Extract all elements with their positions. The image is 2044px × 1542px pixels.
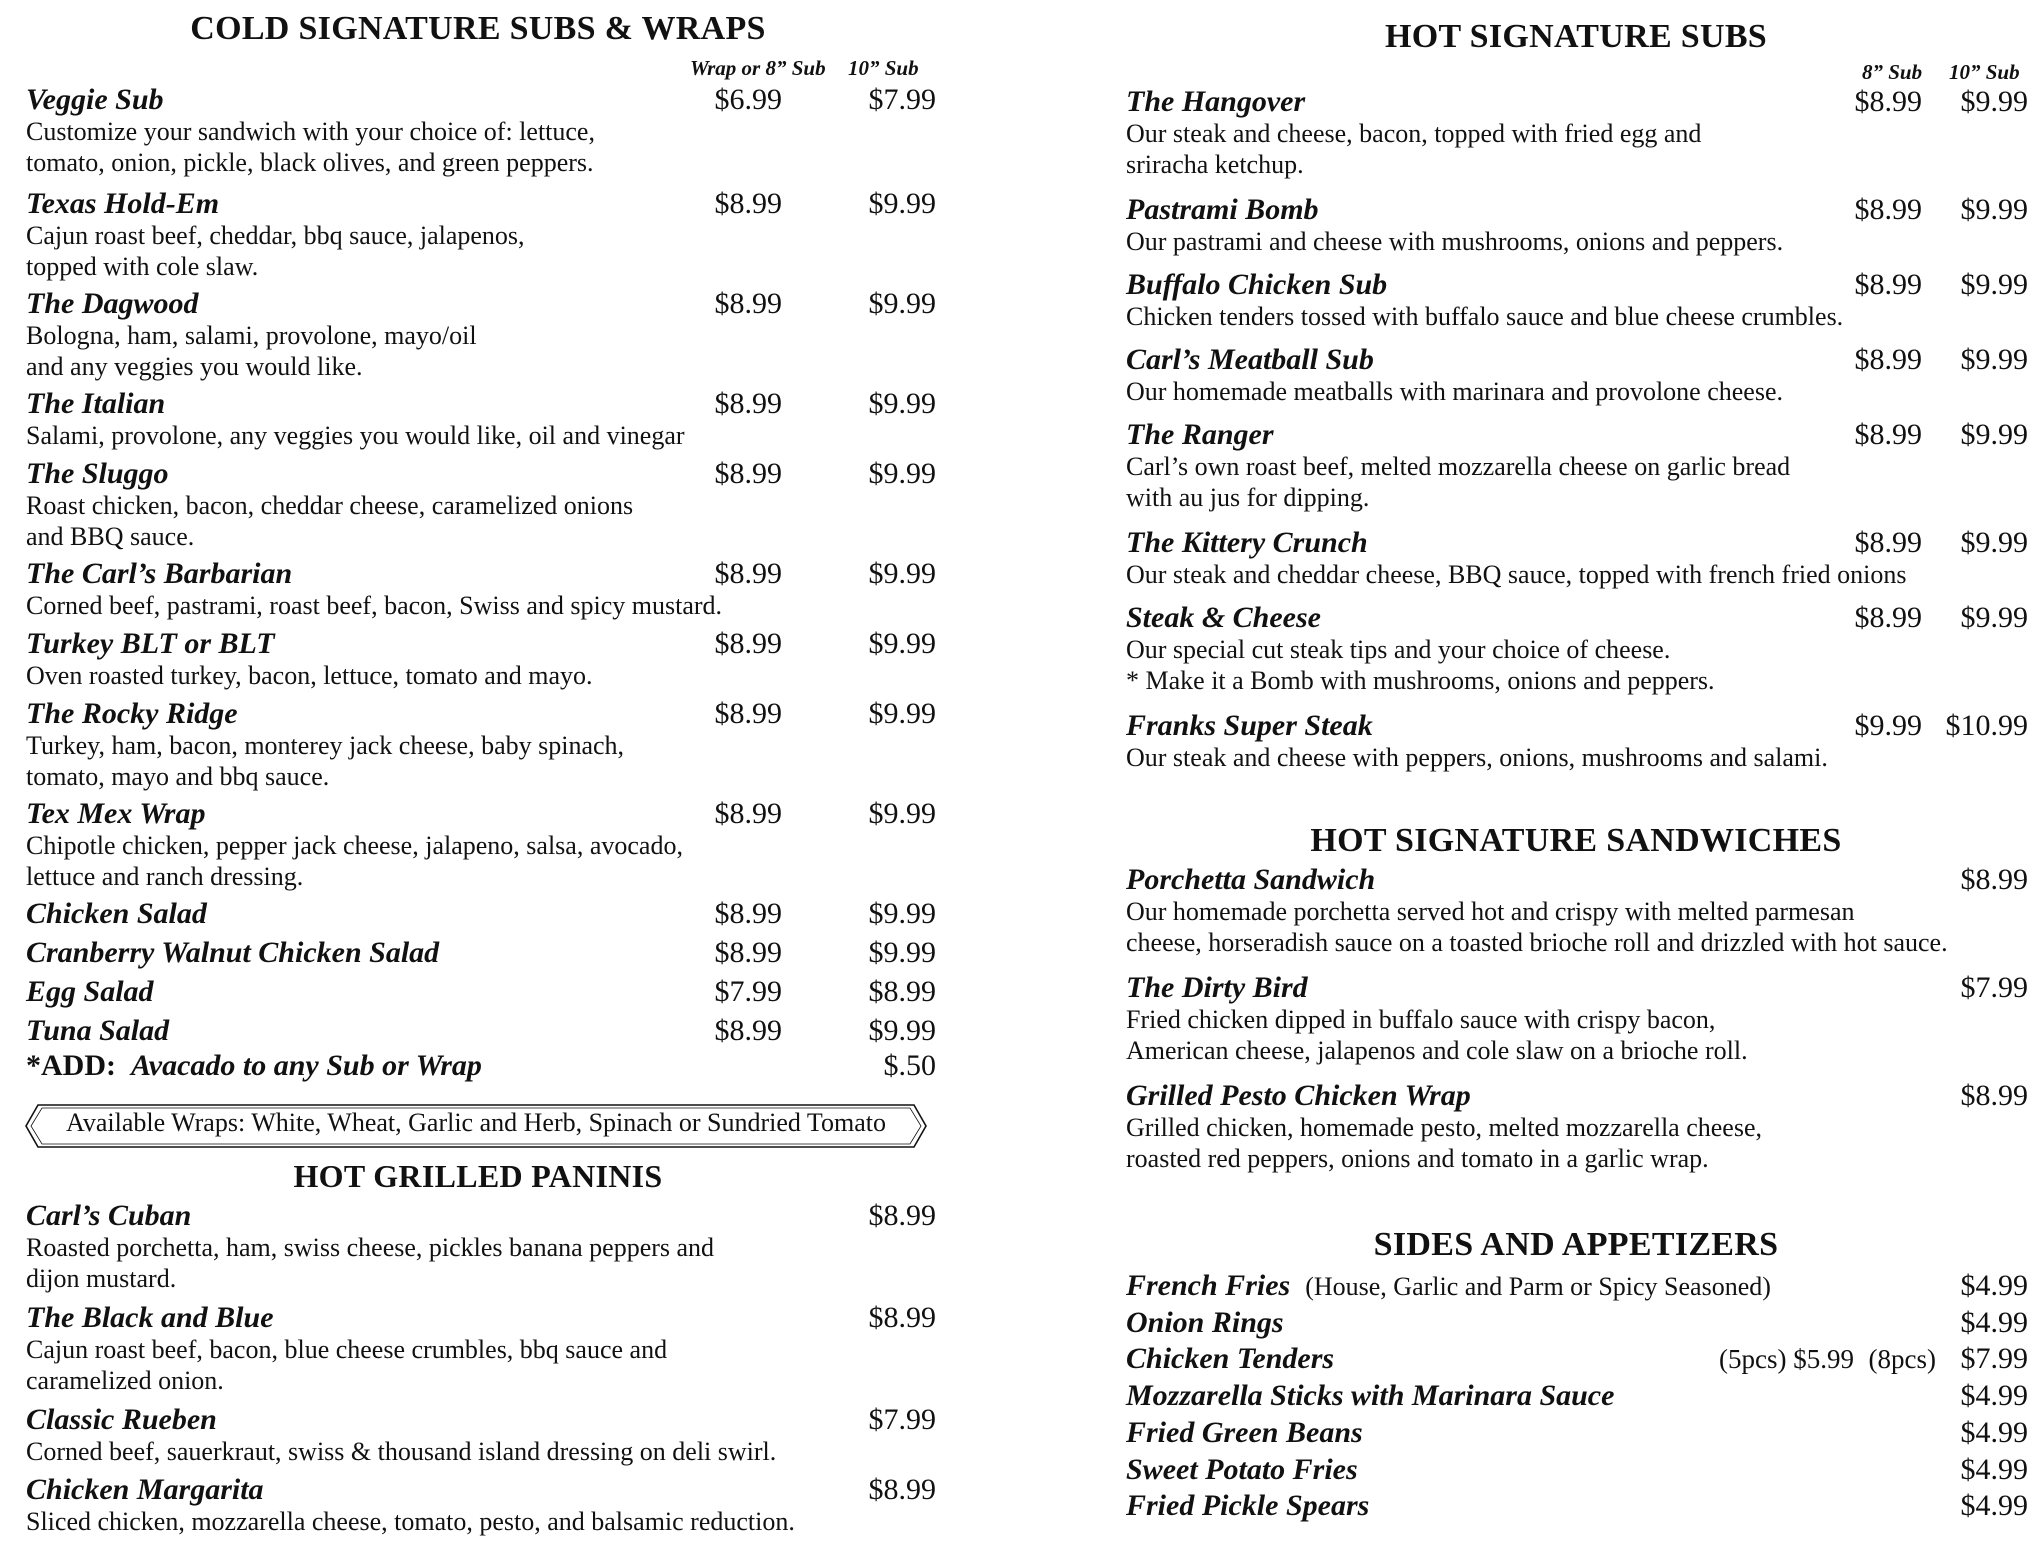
item-name: The Kittery Crunch bbox=[1126, 526, 1368, 559]
item-price-small: $8.99 bbox=[714, 1014, 782, 1047]
description-line: Roasted porchetta, ham, swiss cheese, pickles banana peppers and bbox=[26, 1233, 715, 1262]
side-extra-note: (House, Garlic and Parm or Spicy Seasoned) bbox=[1305, 1272, 1771, 1301]
item-price-small: $6.99 bbox=[714, 83, 782, 116]
item-price-large: $9.99 bbox=[868, 627, 936, 660]
item-price-large: $9.99 bbox=[1960, 601, 2028, 634]
item-name: Buffalo Chicken Sub bbox=[1126, 268, 1388, 301]
item-price-small: $8.99 bbox=[714, 457, 782, 490]
item-price-large: $9.99 bbox=[868, 287, 936, 320]
menu-item bbox=[1126, 342, 2026, 412]
description-line: Our steak and cheddar cheese, BBQ sauce, topped with french fried onions bbox=[1126, 560, 1907, 589]
item-price-small: $8.99 bbox=[714, 797, 782, 830]
item-name: Tex Mex Wrap bbox=[26, 797, 206, 830]
hot-subs-col1-header: 8” Sub bbox=[1862, 60, 1923, 84]
item-price-small: $8.99 bbox=[714, 897, 782, 930]
menu-item bbox=[1126, 970, 2026, 1070]
item-name: The Dirty Bird bbox=[1126, 971, 1308, 1004]
item-description bbox=[26, 116, 595, 178]
menu-item bbox=[1126, 1078, 2026, 1178]
item-price: $7.99 bbox=[1960, 971, 2028, 1004]
description-line: Corned beef, pastrami, roast beef, bacon, Swiss and spicy mustard. bbox=[26, 591, 723, 620]
item-name: Turkey BLT or BLT bbox=[26, 627, 275, 660]
item-price-large: $9.99 bbox=[868, 697, 936, 730]
description-line: and BBQ sauce. bbox=[26, 522, 195, 551]
side-item bbox=[1126, 1452, 2026, 1488]
item-price-large: $9.99 bbox=[1960, 268, 2028, 301]
description-line: Our homemade porchetta served hot and crispy with melted parmesan bbox=[1126, 897, 1855, 926]
item-price-small: $8.99 bbox=[714, 697, 782, 730]
description-line: Bologna, ham, salami, provolone, mayo/oil bbox=[26, 321, 477, 350]
cold-subs-col2-header: 10” Sub bbox=[848, 56, 919, 80]
description-line: Chicken tenders tossed with buffalo sauce and blue cheese crumbles. bbox=[1126, 302, 1844, 331]
paninis-title: HOT GRILLED PANINIS bbox=[293, 1158, 663, 1194]
item-description bbox=[26, 830, 683, 892]
menu-item bbox=[1126, 862, 2026, 962]
side-name bbox=[1126, 1268, 1771, 1305]
description-line: American cheese, jalapenos and cole slaw on a brioche roll. bbox=[1126, 1036, 1748, 1065]
item-description bbox=[26, 1506, 795, 1537]
menu-item bbox=[26, 1472, 936, 1542]
item-price-large: $9.99 bbox=[1960, 193, 2028, 226]
menu-item bbox=[26, 1013, 936, 1049]
cold-subs-col1-header: Wrap or 8” Sub bbox=[690, 56, 826, 80]
cold-subs-title: COLD SIGNATURE SUBS & WRAPS bbox=[190, 10, 766, 47]
item-description bbox=[26, 660, 593, 691]
item-name: Classic Rueben bbox=[26, 1403, 217, 1436]
item-price-small: $8.99 bbox=[1854, 601, 1922, 634]
item-description bbox=[26, 320, 477, 382]
item-name: Franks Super Steak bbox=[1126, 709, 1373, 742]
hot-sandwiches-title: HOT SIGNATURE SANDWICHES bbox=[1310, 822, 1842, 859]
item-name: Grilled Pesto Chicken Wrap bbox=[1126, 1079, 1471, 1112]
item-price-large: $9.99 bbox=[868, 797, 936, 830]
side-price: $4.99 bbox=[1960, 1305, 2028, 1339]
item-price-large: $10.99 bbox=[1945, 709, 2028, 742]
item-name: The Dagwood bbox=[26, 287, 199, 320]
addon-label bbox=[26, 1048, 482, 1084]
item-description bbox=[1126, 559, 1906, 590]
side-name-text: Onion Rings bbox=[1126, 1305, 1284, 1339]
item-price-small: $8.99 bbox=[714, 387, 782, 420]
addon-prefix: *ADD: bbox=[26, 1049, 116, 1082]
side-price: $4.99 bbox=[1960, 1415, 2028, 1449]
side-name-text: Fried Green Beans bbox=[1126, 1415, 1363, 1449]
item-description bbox=[1126, 634, 1715, 696]
menu-item bbox=[26, 796, 936, 896]
item-description bbox=[26, 590, 722, 621]
description-line: Salami, provolone, any veggies you would like, oil and vinegar bbox=[26, 421, 685, 450]
item-price-small: $8.99 bbox=[1854, 193, 1922, 226]
item-price-large: $7.99 bbox=[868, 83, 936, 116]
item-price: $8.99 bbox=[868, 1301, 936, 1334]
item-name: The Rocky Ridge bbox=[26, 697, 238, 730]
sides-title: SIDES AND APPETIZERS bbox=[1373, 1226, 1779, 1263]
menu-item bbox=[26, 896, 936, 932]
item-name: Egg Salad bbox=[26, 975, 154, 1008]
item-price-large: $9.99 bbox=[868, 1014, 936, 1047]
item-price: $8.99 bbox=[1960, 863, 2028, 896]
side-item bbox=[1126, 1378, 2026, 1414]
menu-item bbox=[26, 82, 936, 182]
item-name: The Ranger bbox=[1126, 418, 1274, 451]
item-name: Veggie Sub bbox=[26, 83, 164, 116]
item-name: Chicken Margarita bbox=[26, 1473, 264, 1506]
item-name: Pastrami Bomb bbox=[1126, 193, 1319, 226]
item-price-small: $8.99 bbox=[1854, 343, 1922, 376]
description-line: Corned beef, sauerkraut, swiss & thousand island dressing on deli swirl. bbox=[26, 1437, 777, 1466]
wraps-note-text: Available Wraps: White, Wheat, Garlic and Herb, Spinach or Sundried Tomato bbox=[65, 1108, 886, 1137]
description-line: Grilled chicken, homemade pesto, melted mozzarella cheese, bbox=[1126, 1113, 1762, 1142]
side-price: $4.99 bbox=[1960, 1379, 2028, 1413]
menu-item bbox=[26, 556, 936, 626]
menu-item bbox=[26, 1402, 936, 1472]
item-price-small: $8.99 bbox=[1854, 418, 1922, 451]
item-price-small: $8.99 bbox=[714, 557, 782, 590]
description-line: sriracha ketchup. bbox=[1126, 150, 1304, 179]
item-price-large: $9.99 bbox=[868, 457, 936, 490]
description-line: tomato, mayo and bbq sauce. bbox=[26, 762, 330, 791]
menu-item bbox=[26, 386, 936, 456]
menu-item bbox=[26, 626, 936, 696]
side-price: $4.99 bbox=[1960, 1489, 2028, 1523]
side-name-text: Mozzarella Sticks with Marinara Sauce bbox=[1126, 1379, 1615, 1413]
menu-item bbox=[1126, 600, 2026, 700]
hot-subs-col2-header: 10” Sub bbox=[1949, 60, 2020, 84]
description-line: with au jus for dipping. bbox=[1126, 483, 1370, 512]
side-item bbox=[1126, 1341, 2026, 1377]
menu-item bbox=[26, 186, 936, 286]
description-line: Our pastrami and cheese with mushrooms, onions and peppers. bbox=[1126, 227, 1784, 256]
item-description bbox=[1126, 376, 1783, 407]
item-price: $8.99 bbox=[868, 1199, 936, 1232]
side-name bbox=[1126, 1415, 1363, 1451]
description-line: Sliced chicken, mozzarella cheese, tomato, pesto, and balsamic reduction. bbox=[26, 1507, 795, 1536]
item-price-small: $8.99 bbox=[1854, 85, 1922, 118]
item-price-small: $8.99 bbox=[714, 187, 782, 220]
item-price: $8.99 bbox=[868, 1473, 936, 1506]
menu-item bbox=[1126, 708, 2026, 778]
item-description bbox=[26, 1436, 776, 1467]
item-price-large: $9.99 bbox=[1960, 85, 2028, 118]
item-price-small: $8.99 bbox=[1854, 526, 1922, 559]
description-line: lettuce and ranch dressing. bbox=[26, 862, 304, 891]
description-line: Carl’s own roast beef, melted mozzarella cheese on garlic bread bbox=[1126, 452, 1791, 481]
item-price-large: $8.99 bbox=[868, 975, 936, 1008]
wraps-note-box bbox=[24, 1103, 928, 1149]
side-item bbox=[1126, 1268, 2026, 1304]
menu-item bbox=[1126, 267, 2026, 337]
item-description bbox=[26, 730, 624, 792]
description-line: Roast chicken, bacon, cheddar cheese, caramelized onions bbox=[26, 491, 634, 520]
addon-price: $.50 bbox=[883, 1049, 936, 1082]
item-description bbox=[1126, 742, 1828, 773]
description-line: topped with cole slaw. bbox=[26, 252, 259, 281]
item-price-large: $9.99 bbox=[1960, 418, 2028, 451]
item-price-large: $9.99 bbox=[868, 557, 936, 590]
item-price-large: $9.99 bbox=[868, 936, 936, 969]
description-line: Our steak and cheese with peppers, onions, mushrooms and salami. bbox=[1126, 743, 1828, 772]
description-line: Our special cut steak tips and your choice of cheese. bbox=[1126, 635, 1671, 664]
menu-item bbox=[26, 974, 936, 1010]
item-price: $7.99 bbox=[868, 1403, 936, 1436]
item-price-large: $9.99 bbox=[1960, 526, 2028, 559]
description-line: Oven roasted turkey, bacon, lettuce, tomato and mayo. bbox=[26, 661, 593, 690]
item-price-small: $8.99 bbox=[714, 936, 782, 969]
item-description bbox=[26, 420, 685, 451]
side-name-text: French Fries bbox=[1126, 1269, 1291, 1302]
item-name: The Sluggo bbox=[26, 457, 169, 490]
description-line: Turkey, ham, bacon, monterey jack cheese, baby spinach, bbox=[26, 731, 625, 760]
item-name: The Black and Blue bbox=[26, 1301, 274, 1334]
description-line: tomato, onion, pickle, black olives, and green peppers. bbox=[26, 148, 594, 177]
item-name: Steak & Cheese bbox=[1126, 601, 1321, 634]
item-name: Porchetta Sandwich bbox=[1126, 863, 1376, 896]
menu-item bbox=[1126, 525, 2026, 595]
item-description bbox=[26, 220, 525, 282]
side-item bbox=[1126, 1488, 2026, 1524]
side-name bbox=[1126, 1488, 1369, 1524]
item-price: $8.99 bbox=[1960, 1079, 2028, 1112]
item-name: Carl’s Cuban bbox=[26, 1199, 192, 1232]
description-line: cheese, horseradish sauce on a toasted brioche roll and drizzled with hot sauce. bbox=[1126, 928, 1948, 957]
description-line: roasted red peppers, onions and tomato in a garlic wrap. bbox=[1126, 1144, 1709, 1173]
description-line: and any veggies you would like. bbox=[26, 352, 363, 381]
item-description bbox=[26, 490, 633, 552]
addon-row bbox=[26, 1048, 936, 1084]
item-description bbox=[1126, 226, 1783, 257]
item-price-small: $7.99 bbox=[714, 975, 782, 1008]
side-option-large: (8pcs) bbox=[1868, 1344, 1936, 1375]
item-price-large: $9.99 bbox=[868, 387, 936, 420]
item-name: Carl’s Meatball Sub bbox=[1126, 343, 1374, 376]
item-name: Tuna Salad bbox=[26, 1014, 170, 1047]
item-description bbox=[1126, 1112, 1762, 1174]
side-price: $4.99 bbox=[1960, 1452, 2028, 1486]
side-price: $7.99 bbox=[1960, 1342, 2028, 1376]
side-name bbox=[1126, 1452, 1358, 1488]
side-item bbox=[1126, 1415, 2026, 1451]
description-line: Cajun roast beef, cheddar, bbq sauce, jalapenos, bbox=[26, 221, 525, 250]
description-line: dijon mustard. bbox=[26, 1264, 177, 1293]
item-name: The Italian bbox=[26, 387, 166, 420]
item-price-large: $9.99 bbox=[868, 187, 936, 220]
item-description bbox=[1126, 1004, 1748, 1066]
side-name bbox=[1126, 1305, 1284, 1341]
menu-item bbox=[1126, 84, 2026, 184]
item-name: The Carl’s Barbarian bbox=[26, 557, 293, 590]
item-name: Texas Hold-Em bbox=[26, 187, 220, 220]
side-price: $4.99 bbox=[1960, 1269, 2028, 1302]
item-price-small: $8.99 bbox=[714, 287, 782, 320]
menu-item bbox=[26, 1198, 936, 1298]
item-name: Cranberry Walnut Chicken Salad bbox=[26, 936, 440, 969]
hot-subs-title: HOT SIGNATURE SUBS bbox=[1384, 18, 1768, 55]
menu-item bbox=[26, 1300, 936, 1400]
item-price-small: $8.99 bbox=[714, 627, 782, 660]
menu-item bbox=[26, 456, 936, 556]
side-name bbox=[1126, 1341, 1334, 1377]
description-line: Fried chicken dipped in buffalo sauce with crispy bacon, bbox=[1126, 1005, 1716, 1034]
menu-item bbox=[26, 696, 936, 796]
description-line: Our homemade meatballs with marinara and provolone cheese. bbox=[1126, 377, 1783, 406]
side-option-small: (5pcs) $5.99 bbox=[1719, 1344, 1854, 1375]
side-item bbox=[1126, 1305, 2026, 1341]
side-name-text: Sweet Potato Fries bbox=[1126, 1452, 1358, 1486]
menu-item bbox=[1126, 417, 2026, 517]
menu-item bbox=[1126, 192, 2026, 262]
description-line: Customize your sandwich with your choice of: lettuce, bbox=[26, 117, 595, 146]
addon-text: Avacado to any Sub or Wrap bbox=[131, 1049, 482, 1082]
item-description bbox=[1126, 301, 1843, 332]
description-line: Our steak and cheese, bacon, topped with fried egg and bbox=[1126, 119, 1702, 148]
item-price-small: $8.99 bbox=[1854, 268, 1922, 301]
item-description bbox=[1126, 896, 1948, 958]
description-line: * Make it a Bomb with mushrooms, onions and peppers. bbox=[1126, 666, 1715, 695]
item-price-large: $9.99 bbox=[868, 897, 936, 930]
menu-item bbox=[26, 935, 936, 971]
side-name bbox=[1126, 1378, 1614, 1414]
item-name: The Hangover bbox=[1126, 85, 1306, 118]
item-price-small: $9.99 bbox=[1854, 709, 1922, 742]
description-line: Cajun roast beef, bacon, blue cheese crumbles, bbq sauce and bbox=[26, 1335, 668, 1364]
description-line: Chipotle chicken, pepper jack cheese, jalapeno, salsa, avocado, bbox=[26, 831, 683, 860]
side-name-text: Fried Pickle Spears bbox=[1126, 1489, 1370, 1523]
item-price-large: $9.99 bbox=[1960, 343, 2028, 376]
side-name-text: Chicken Tenders bbox=[1126, 1342, 1335, 1376]
description-line: caramelized onion. bbox=[26, 1366, 224, 1395]
item-name: Chicken Salad bbox=[26, 897, 207, 930]
item-description bbox=[26, 1334, 667, 1396]
item-description bbox=[26, 1232, 714, 1294]
item-description bbox=[1126, 118, 1701, 180]
menu-item bbox=[26, 286, 936, 386]
item-description bbox=[1126, 451, 1790, 513]
